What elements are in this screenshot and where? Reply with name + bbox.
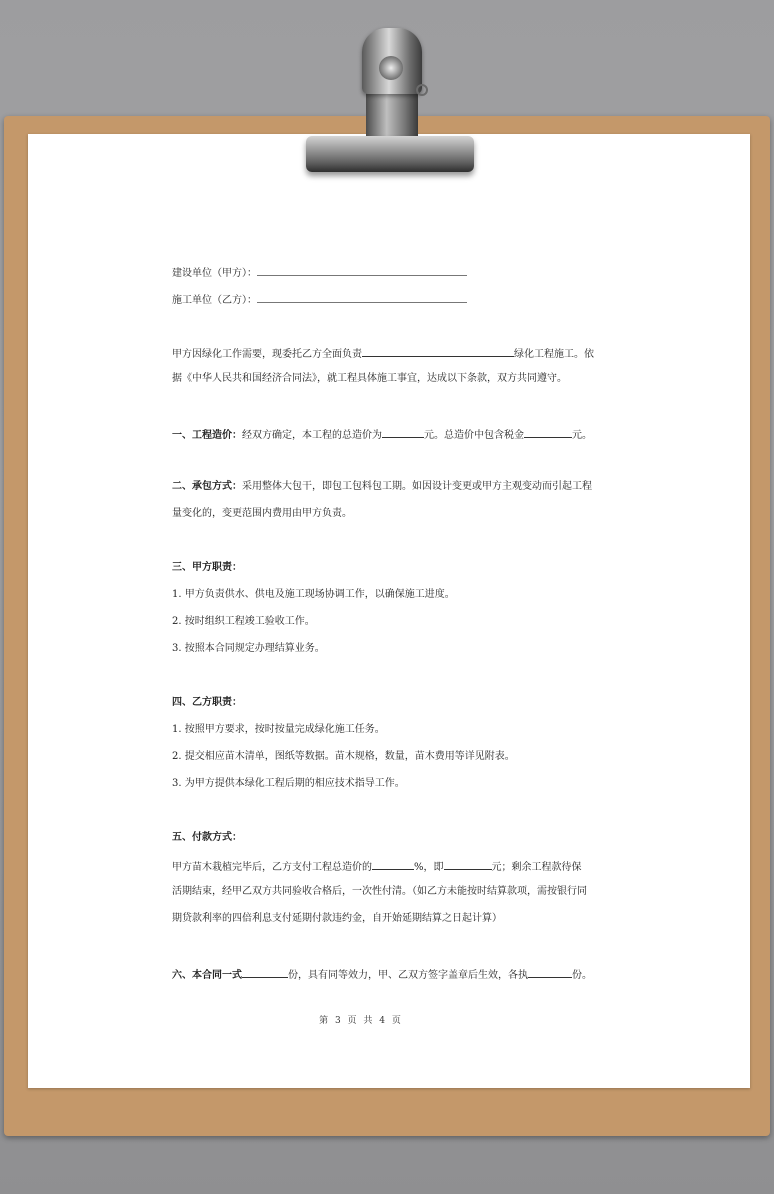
section-6	[172, 968, 592, 981]
section-1-text-b: 元。总造价中包含税金	[424, 430, 524, 441]
section-1-text-a: 经双方确定，本工程的总造价为	[242, 430, 382, 441]
tax-blank	[524, 428, 572, 438]
intro-line-2: 据《中华人民共和国经济合同法》，就工程具体施工事宜，达成以下条款，双方共同遵守。	[172, 373, 567, 384]
clip-base	[306, 136, 474, 172]
section-5-text-b: %，即	[414, 862, 444, 873]
page-number: 第 3 页 共 4 页	[319, 1016, 403, 1026]
party-b-blank	[257, 293, 467, 303]
section-3-item: 2. 按时组织工程竣工验收工作。	[172, 616, 315, 627]
section-2-line-2: 量变化的，变更范围内费用由甲方负责。	[172, 508, 352, 519]
section-1-heading: 一、工程造价：	[172, 430, 242, 441]
section-2-line-1	[172, 482, 592, 492]
clip-neck	[366, 88, 418, 140]
section-4-item: 2. 提交相应苗木清单，图纸等数据。苗木规格，数量，苗木费用等详见附表。	[172, 751, 515, 762]
clip-hole	[379, 56, 403, 80]
copies-blank	[242, 968, 288, 978]
amount-blank	[444, 860, 492, 870]
section-3-item: 3. 按照本合同规定办理结算业务。	[172, 643, 325, 654]
section-4-item: 3. 为甲方提供本绿化工程后期的相应技术指导工作。	[172, 778, 405, 789]
section-6-heading: 六、本合同一式	[172, 970, 242, 981]
section-1-text-c: 元。	[572, 430, 592, 441]
party-a-label: 建设单位（甲方）：	[172, 268, 257, 279]
intro-text-b: 绿化工程施工。依	[514, 349, 594, 360]
section-3-heading: 三、甲方职责：	[172, 562, 242, 573]
each-copies-blank	[528, 968, 572, 978]
party-a-blank	[257, 266, 467, 276]
section-5-text-a: 甲方苗木栽植完毕后，乙方支付工程总造价的	[172, 862, 372, 873]
party-b-label: 施工单位（乙方）：	[172, 295, 257, 306]
party-b-line	[172, 293, 467, 306]
section-2-heading: 二、承包方式：	[172, 481, 242, 492]
project-blank	[362, 347, 514, 357]
section-5-text-c: 元；剩余工程款待保	[491, 862, 582, 873]
party-a-line	[172, 266, 467, 279]
section-6-text-c: 份。	[572, 970, 592, 981]
section-5-line-2: 活期结束，经甲乙双方共同验收合格后，一次性付清。（如乙方未能按时结算款项，需按银行同	[172, 886, 587, 897]
percent-blank	[372, 860, 414, 870]
total-cost-blank	[382, 428, 424, 438]
section-2-text-1: 采用整体大包干，即包工包料包工期。如因设计变更或甲方主观变动而引起工程	[242, 481, 592, 492]
clip-ring	[416, 84, 428, 96]
section-3-item: 1. 甲方负责供水、供电及施工现场协调工作，以确保施工进度。	[172, 589, 455, 600]
section-4-heading: 四、乙方职责：	[172, 697, 242, 708]
section-5-heading: 五、付款方式：	[172, 832, 242, 843]
section-5-line-3: 期贷款利率的四倍利息支付延期付款违约金，自开始延期结算之日起计算）	[172, 913, 502, 924]
section-4-item: 1. 按照甲方要求，按时按量完成绿化施工任务。	[172, 724, 385, 735]
section-1	[172, 428, 592, 441]
section-5-line-1	[172, 860, 582, 873]
intro-line-1	[172, 347, 594, 360]
section-6-text-b: 份，具有同等效力，甲、乙双方签字盖章后生效，各执	[288, 970, 528, 981]
intro-text-a: 甲方因绿化工作需要，现委托乙方全面负责	[172, 349, 362, 360]
